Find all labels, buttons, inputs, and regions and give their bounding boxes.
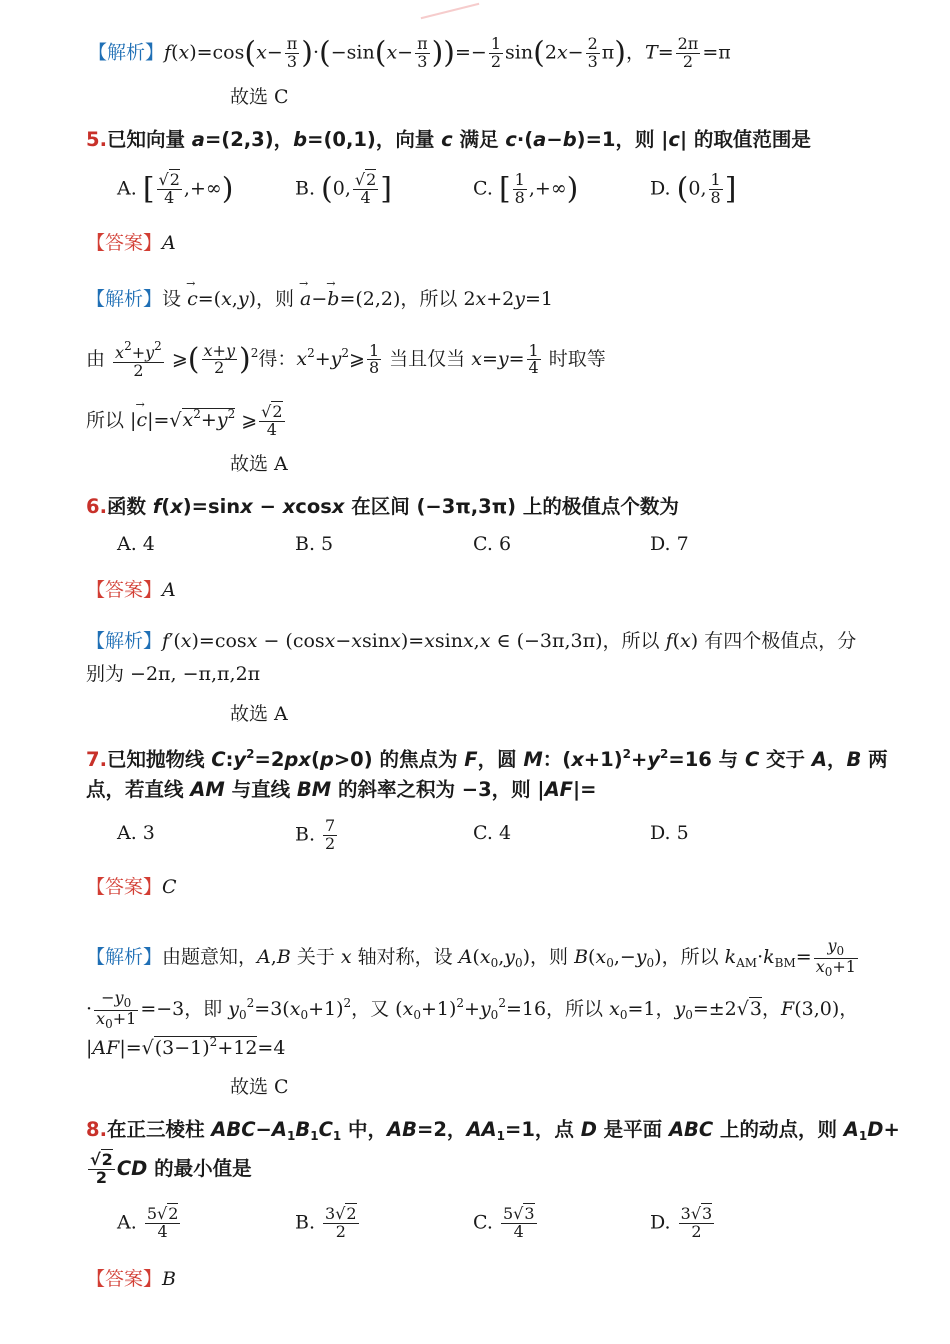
q7-option-b: B. $\frac{7}{2}$ <box>295 816 336 853</box>
q7-stem-1: 7.已知抛物线 $C:y^2=2px(p>0)$ 的焦点为 F，圆 M：$(x+1)^2+y^2=16$ 与 C 交于 A，B 两 <box>86 747 888 771</box>
q8-option-a: A. $\frac{5√2}{4}$ <box>117 1204 179 1241</box>
analysis-tag: 【解析】 <box>88 41 165 64</box>
q7-option-c: C. 4 <box>473 822 512 844</box>
q8-stem-2: $\frac{√2}{2}$ CD 的最小值是 <box>90 1150 252 1187</box>
q5-number: 5. <box>86 128 107 151</box>
q7-stem-2: 点，若直线 AM 与直线 BM 的斜率之积为 −3，则 |AF|= <box>86 778 597 801</box>
q6-option-b: B. 5 <box>295 533 334 555</box>
q8-answer: 【答案】B <box>86 1268 176 1290</box>
q8-stem-1: 8.在正三棱柱 $ABC-A_1B_1C_1$ 中，AB=2，$AA_1=1$，点 D 是平面 ABC 上的动点，则 $A_1D+$ <box>86 1118 900 1143</box>
q7-choose: 故选 C <box>230 1076 289 1098</box>
q4-analysis: 【解析】f(x)=cos(x− $\frac{\pi}{3}$ )·(−sin(x− $\frac{\pi}{3}$ ))=− $\frac{1}{2}$ sin(2x− $\frac{2}{3}$ π)，T= $\frac{2\pi}{2}$ =π <box>88 34 731 71</box>
q6-option-d: D. 7 <box>650 533 689 555</box>
q5-option-d: D. (0, $\frac{1}{8}$ ] <box>650 170 737 207</box>
q6-answer: 【答案】A <box>86 579 176 601</box>
q5-analysis-3: 所以 $|c \to|=√x^2+y^2$ ⩾ $\frac{√2}{4}$ <box>86 404 287 439</box>
pen-mark <box>421 3 480 19</box>
q7-option-a: A. 3 <box>117 822 155 844</box>
q6-choose: 故选 A <box>230 703 288 725</box>
q7-analysis-1: 【解析】由题意知，A,B 关于 x 轴对称，设 $A(x_0,y_0)$，则 $B(x_0,-y_0)$，所以 $k_{AM}\cdot k_{BM}=$ $\frac{y_0}{x_0+1}$ <box>86 936 856 979</box>
q6-analysis-1: 【解析】f′(x)=cosx − (cosx−xsinx)=xsinx,x ∈ (−3π,3π)，所以 f(x) 有四个极值点，分 <box>86 630 857 652</box>
q5-choose: 故选 A <box>230 453 288 475</box>
q4-choose: 故选 C <box>230 86 289 108</box>
q8-option-b: B. $\frac{3√2}{2}$ <box>295 1204 357 1241</box>
q6-option-c: C. 6 <box>473 533 512 555</box>
q8-option-d: D. $\frac{3√3}{2}$ <box>650 1204 713 1241</box>
q5-option-a: A. [ $\frac{√2}{4}$ ,+∞) <box>117 170 234 207</box>
q5-option-c: C. [ $\frac{1}{8}$ ,+∞) <box>473 170 579 207</box>
q7-answer: 【答案】C <box>86 876 177 898</box>
q6-stem: 6.函数 f(x)=sinx − xcosx 在区间 (−3π,3π) 上的极值点个数为 <box>86 495 679 518</box>
q8-option-c: C. $\frac{5√3}{4}$ <box>473 1204 535 1241</box>
q7-option-d: D. 5 <box>650 822 689 844</box>
q5-option-b: B. (0, $\frac{√2}{4}$ ] <box>295 170 393 207</box>
q6-analysis-2: 别为 −2π, −π,π,2π <box>86 663 261 685</box>
q6-option-a: A. 4 <box>117 533 155 555</box>
q5-analysis-1: 【解析】设 c →=(x,y)，则 a →−b →=(2,2)，所以 2x+2y=1 <box>86 290 553 309</box>
q5-analysis-2: 由 $\frac{x^2+y^2}{2}$ ⩾( $\frac{x+y}{2}$ )$^2$得：$x^2+y^2⩾$ $\frac{1}{8}$ 当且仅当 x=y= $\frac{1}{4}$ 时取等 <box>86 339 606 380</box>
q7-analysis-2: · $\frac{-y_0}{x_0+1}$ =−3，即 $y_0^2=3(x_0+1)^2$，又 $(x_0+1)^2+y_0^2=16$，所以 $x_0=1$，$y_0=\pm 2√3$，F(3,0)， <box>86 988 859 1031</box>
q5-answer: 【答案】A <box>86 232 176 254</box>
q7-analysis-3: $|AF|=√(3-1)^2+12=4$ <box>86 1035 286 1059</box>
q5-stem: 5.已知向量 a=(2,3)，b=(0,1)，向量 c 满足 c·(a−b)=1，则 |c| 的取值范围是 <box>86 128 811 151</box>
